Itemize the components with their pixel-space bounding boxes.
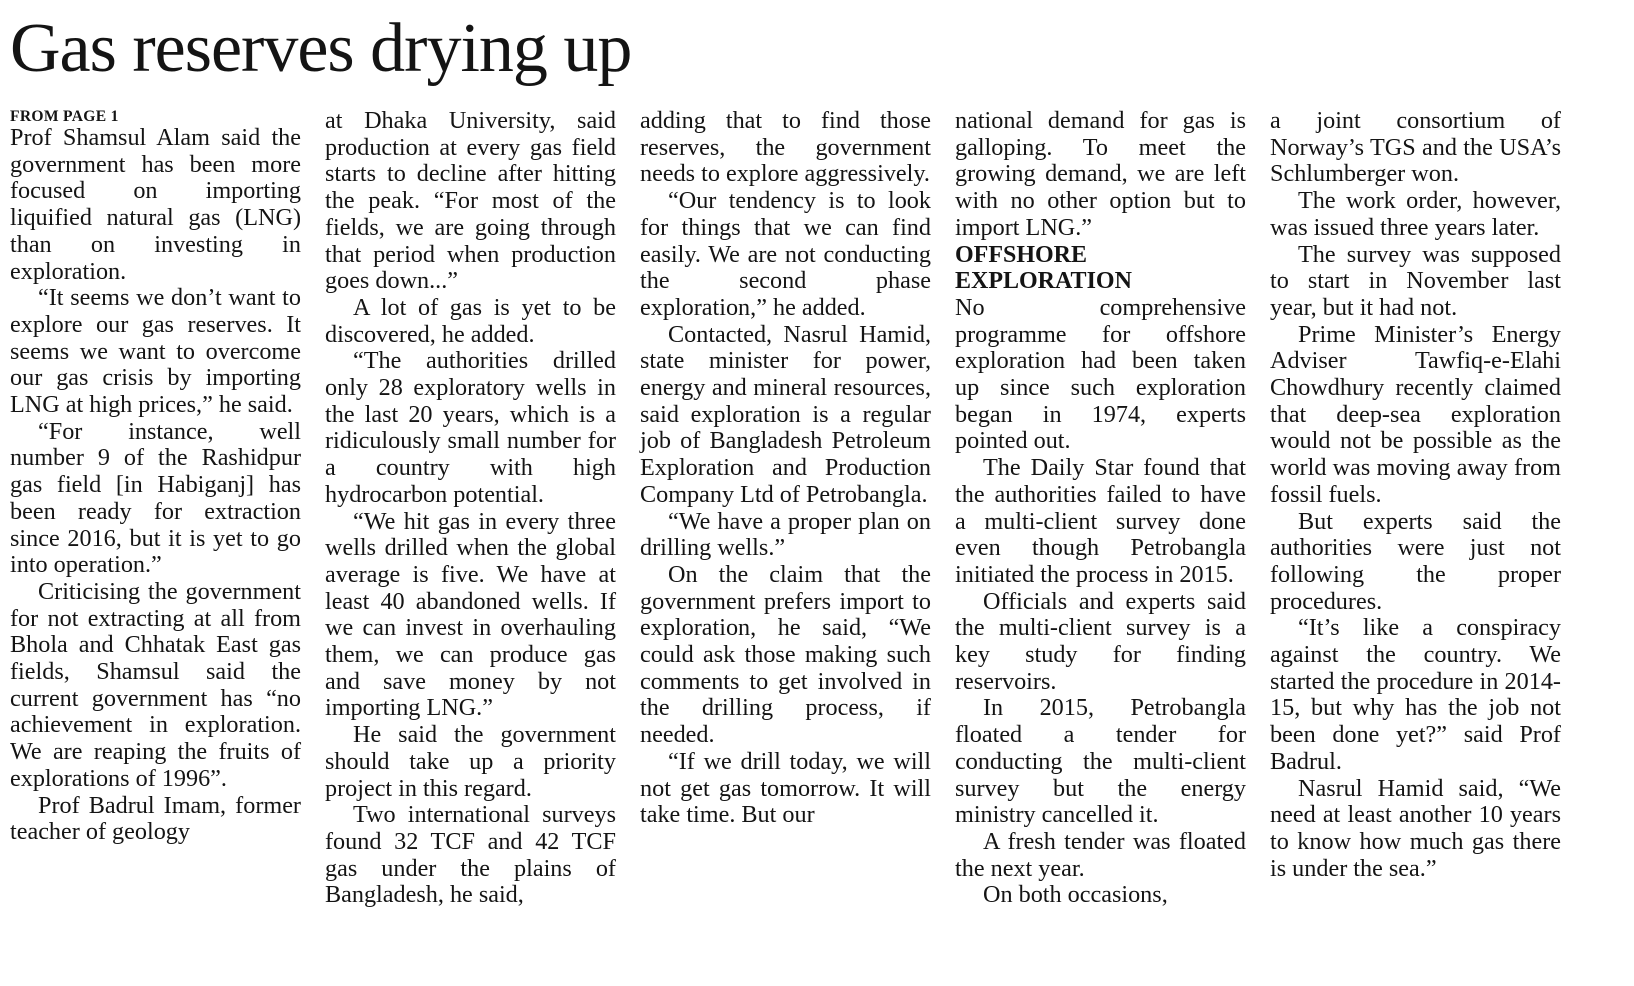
headline: Gas reserves drying up xyxy=(10,10,632,87)
kicker: FROM PAGE 1 xyxy=(10,108,119,125)
article-column-3 xyxy=(640,108,931,829)
article-column-2 xyxy=(325,108,616,909)
paragraph: He said the government should take up a priority project in this regard. xyxy=(325,721,616,802)
paragraph: “We hit gas in every three wells drilled when the global average is five. We have at least 40 abandoned wells. If we can invest in overhauling them, we can produce gas and save money by not importing LNG.” xyxy=(325,507,616,722)
paragraph: a joint consortium of Norway’s TGS and the USA’s Schlumberger won. xyxy=(1270,107,1561,188)
subheading: OFFSHORE EXPLORATION xyxy=(955,241,1132,295)
article-column-1 xyxy=(10,108,301,846)
paragraph: Two international surveys found 32 TCF and 42 TCF gas under the plains of Bangladesh, he said, xyxy=(325,801,616,909)
article-column-4 xyxy=(955,108,1246,909)
paragraph: On the claim that the government prefers import to exploration, he said, “We could ask those making such comments to get involved in the drilling process, if needed. xyxy=(640,560,931,749)
paragraph: “For instance, well number 9 of the Rashidpur gas field [in Habiganj] has been ready for extraction since 2016, but it is yet to go into operation.” xyxy=(10,417,301,579)
paragraph: at Dhaka University, said production at every gas field starts to decline after hitting the peak. “For most of the fields, we are going through that period when production goes down...” xyxy=(325,107,616,295)
paragraph: “If we drill today, we will not get gas tomorrow. It will take time. But our xyxy=(640,747,931,829)
paragraph: Officials and experts said the multi-client survey is a key study for finding reservoirs. xyxy=(955,587,1246,695)
paragraph: The Daily Star found that the authorities failed to have a multi-client survey done even though Petrobangla initiated the process in 2015. xyxy=(955,454,1246,588)
paragraph: “It’s like a conspiracy against the country. We started the procedure in 2014-15, but why has the job not been done yet?” said Prof Badrul. xyxy=(1270,614,1561,775)
paragraph: Criticising the government for not extracting at all from Bhola and Chhatak East gas fields, Shamsul said the current government has “no achievement in exploration. We are reaping the fruits of explorations of 1996”. xyxy=(10,577,301,792)
paragraph: Prof Badrul Imam, former teacher of geology xyxy=(10,791,301,846)
paragraph: national demand for gas is galloping. To meet the growing demand, we are left with no other option but to import LNG.” xyxy=(955,107,1246,241)
paragraph: A fresh tender was floated the next year. xyxy=(955,827,1246,882)
paragraph: A lot of gas is yet to be discovered, he added. xyxy=(325,293,616,348)
paragraph: But experts said the authorities were just not following the proper procedures. xyxy=(1270,507,1561,615)
paragraph: No comprehensive programme for offshore exploration had been taken up since such exploration began in 1974, experts pointed out. xyxy=(955,293,1246,455)
paragraph: Contacted, Nasrul Hamid, state minister for power, energy and mineral resources, said exploration is a regular job of Bangladesh Petroleum Exploration and Production Company Ltd of Petrobangla. xyxy=(640,320,931,508)
paragraph: “The authorities drilled only 28 exploratory wells in the last 20 years, which is a ridiculously small number for a country with high hydrocarbon potential. xyxy=(325,347,616,508)
paragraph: In 2015, Petrobangla floated a tender for conducting the multi-client survey but the energy ministry cancelled it. xyxy=(955,694,1246,829)
paragraph: adding that to find those reserves, the government needs to explore aggressively. xyxy=(640,107,931,188)
paragraph: On both occasions, xyxy=(983,881,1168,909)
paragraph: “It seems we don’t want to explore our gas reserves. It seems we want to overcome our gas crisis by importing LNG at high prices,” he said. xyxy=(10,284,301,419)
paragraph: “Our tendency is to look for things that we can find easily. We are not conducting the second phase exploration,” he added. xyxy=(640,187,931,321)
paragraph: “We have a proper plan on drilling wells.” xyxy=(640,507,931,562)
paragraph: The survey was supposed to start in November last year, but it had not. xyxy=(1270,240,1561,321)
paragraph: Prime Minister’s Energy Adviser Tawfiq-e-Elahi Chowdhury recently claimed that deep-sea exploration would not be possible as the world was moving away from fossil fuels. xyxy=(1270,320,1561,508)
paragraph: The work order, however, was issued three years later. xyxy=(1270,187,1561,241)
article-column-5 xyxy=(1270,108,1561,882)
paragraph: Nasrul Hamid said, “We need at least another 10 years to know how much gas there is under the sea.” xyxy=(1270,774,1561,882)
paragraph: Prof Shamsul Alam said the government has been more focused on importing liquified natural gas (LNG) than on investing in exploration. xyxy=(10,124,301,285)
